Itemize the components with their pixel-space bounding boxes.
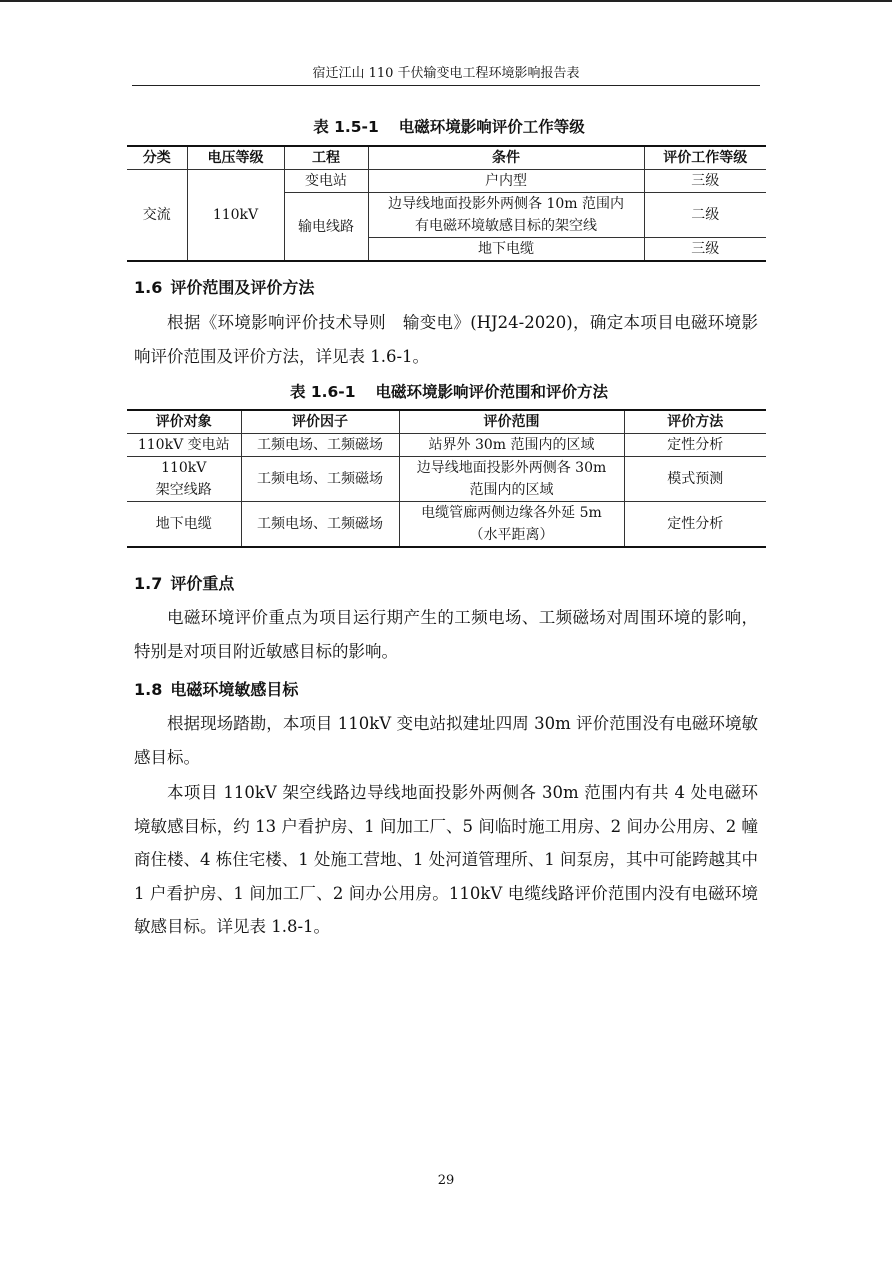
range-cell: 站界外 30m 范围内的区域 — [399, 434, 624, 457]
section-title: 评价范围及评价方法 — [170, 278, 315, 297]
evaluation-level-table — [127, 145, 766, 262]
object-line: 架空线路 — [155, 482, 212, 498]
level-cell: 二级 — [644, 193, 766, 238]
factor-cell: 工频电场、工频磁场 — [241, 457, 399, 502]
header-cell: 评价范围 — [399, 410, 624, 434]
range-cell — [399, 457, 624, 502]
range-line: （水平距离） — [469, 527, 554, 543]
object-cell: 110kV 变电站 — [127, 434, 241, 457]
header-cell: 评价对象 — [127, 410, 241, 434]
table-2-caption-text: 电磁环境影响评价范围和评价方法 — [375, 383, 609, 401]
page-header: 宿迁江山 110 千伏输变电工程环境影响报告表 — [132, 62, 760, 86]
object-cell: 地下电缆 — [127, 502, 241, 548]
table-row — [127, 170, 766, 193]
range-line: 电缆管廊两侧边缘各外延 5m — [421, 505, 602, 521]
section-number: 1.7 — [134, 574, 163, 593]
header-cell: 电压等级 — [187, 146, 284, 170]
project-cell: 输电线路 — [284, 193, 368, 262]
method-cell: 定性分析 — [624, 434, 766, 457]
top-border-line — [0, 0, 892, 2]
condition-cell: 户内型 — [368, 170, 644, 193]
level-cell: 三级 — [644, 170, 766, 193]
factor-cell: 工频电场、工频磁场 — [241, 434, 399, 457]
section-1-7-heading — [134, 571, 234, 594]
page-number: 29 — [437, 1173, 455, 1188]
level-cell: 三级 — [644, 238, 766, 262]
section-1-6-paragraph: 根据《环境影响评价技术导则 输变电》(HJ24-2020)，确定本项目电磁环境影响评价范围及评价方法，详见表 1.6-1。 — [134, 313, 758, 366]
section-1-8-paragraph-2: 本项目 110kV 架空线路边导线地面投影外两侧各 30m 范围内有共 4 处电磁环境敏感目标，约 13 户看护房、1 间加工厂、5 间临时施工用房、2 间办公用房、2 幢商住楼、4 栋住宅楼、1 处施工营地、1 处河道管理所、1 间泵房，其中可能跨越其中 1 户看护房、1 间加工厂、2 间办公用房。110kV 电缆线路评价范围内没有电磁环境敏感目标。详见表 1.8-1。 — [134, 783, 758, 936]
header-cell: 评价工作等级 — [644, 146, 766, 170]
section-title: 评价重点 — [170, 574, 235, 593]
section-number: 1.8 — [134, 680, 163, 699]
section-title: 电磁环境敏感目标 — [170, 680, 299, 699]
object-line: 110kV — [161, 460, 207, 476]
condition-line: 边导线地面投影外两侧各 10m 范围内 — [388, 196, 624, 212]
section-1-7-paragraph: 电磁环境评价重点为项目运行期产生的工频电场、工频磁场对周围环境的影响，特别是对项目附近敏感目标的影响。 — [134, 608, 758, 661]
header-cell: 条件 — [368, 146, 644, 170]
section-1-6-heading — [134, 275, 314, 298]
section-number: 1.6 — [134, 278, 163, 297]
project-cell: 变电站 — [284, 170, 368, 193]
range-line: 范围内的区域 — [469, 482, 554, 498]
method-cell: 定性分析 — [624, 502, 766, 548]
table-1-caption-text: 电磁环境影响评价工作等级 — [398, 118, 585, 136]
object-cell — [127, 457, 241, 502]
table-row — [127, 502, 766, 548]
method-cell: 模式预测 — [624, 457, 766, 502]
range-cell — [399, 502, 624, 548]
table-1-caption-number: 表 1.5-1 — [313, 118, 379, 136]
type-cell: 交流 — [127, 170, 187, 262]
range-line: 边导线地面投影外两侧各 30m — [416, 460, 607, 476]
voltage-cell: 110kV — [187, 170, 284, 262]
header-cell: 分类 — [127, 146, 187, 170]
table-row — [127, 457, 766, 502]
condition-cell — [368, 193, 644, 238]
section-1-8-paragraph-1: 根据现场踏勘，本项目 110kV 变电站拟建址四周 30m 评价范围没有电磁环境敏感目标。 — [134, 714, 758, 767]
evaluation-scope-table — [127, 409, 766, 548]
condition-line: 有电磁环境敏感目标的架空线 — [415, 218, 597, 234]
table-header-row — [127, 146, 766, 170]
header-cell: 评价方法 — [624, 410, 766, 434]
condition-cell: 地下电缆 — [368, 238, 644, 262]
table-header-row — [127, 410, 766, 434]
table-row — [127, 434, 766, 457]
header-cell: 评价因子 — [241, 410, 399, 434]
factor-cell: 工频电场、工频磁场 — [241, 502, 399, 548]
table-1-caption — [132, 115, 766, 137]
section-1-8-heading — [134, 677, 298, 700]
header-cell: 工程 — [284, 146, 368, 170]
table-2-caption — [132, 380, 766, 402]
table-2-caption-number: 表 1.6-1 — [289, 383, 356, 401]
